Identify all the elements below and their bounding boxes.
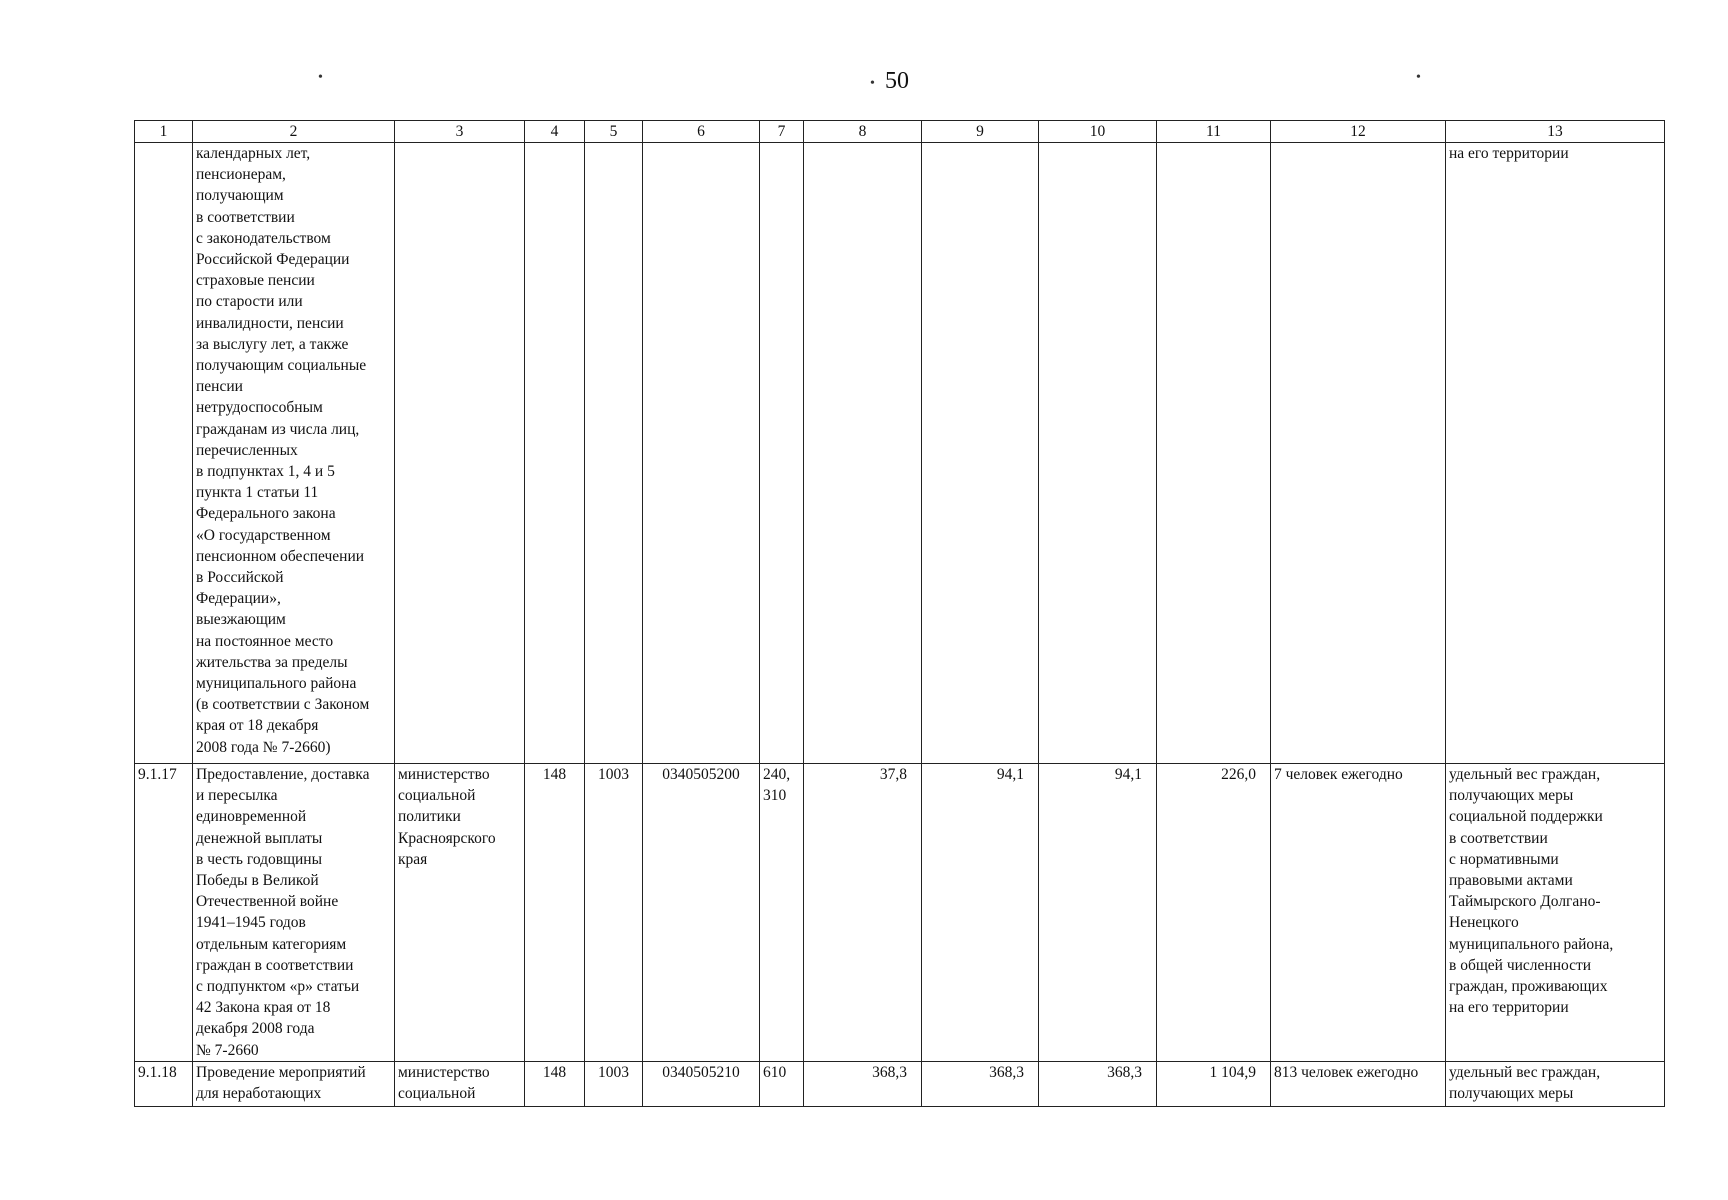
scan-dot: •: [318, 70, 323, 85]
cell-col8: [804, 143, 922, 764]
cell-col5: [585, 143, 643, 764]
cell-col4: 148: [525, 1062, 585, 1107]
column-number: 2: [193, 121, 395, 143]
cell-col12: 813 человек ежегодно: [1271, 1062, 1446, 1107]
cell-col8: 368,3: [804, 1062, 922, 1107]
cell-col9: 368,3: [922, 1062, 1039, 1107]
item-number: [135, 143, 193, 764]
cell-col10: 368,3: [1039, 1062, 1157, 1107]
cell-col11: 1 104,9: [1157, 1062, 1271, 1107]
scan-dot: •: [1416, 70, 1421, 85]
responsible-body: министерство социальной: [395, 1062, 525, 1107]
measure-description: календарных лет, пенсионерам, получающим в соответствии с законодательством Российской Федерации страховые пенсии по старости или инвалидности, пенсии за выслугу лет, а также получающим социальные пенсии нетрудоспособным гражданам из числа лиц, перечисленных в подпунктах 1, 4 и 5 пункта 1 статьи 11 Федерального закона «О государственном пенсионном обеспечении в Российской Федерации», выезжающим на постоянное место жительства за пределы муниципального района (в соответствии с Законом края от 18 декабря 2008 года № 7-2660): [193, 143, 395, 764]
column-number: 12: [1271, 121, 1446, 143]
cell-col12: [1271, 143, 1446, 764]
item-number: 9.1.18: [135, 1062, 193, 1107]
cell-col11: 226,0: [1157, 764, 1271, 1062]
column-number: 4: [525, 121, 585, 143]
table-row: [135, 143, 1665, 764]
page-number: 50: [885, 68, 909, 94]
cell-col10: 94,1: [1039, 764, 1157, 1062]
table-row: [135, 1062, 1665, 1107]
cell-col7: [760, 143, 804, 764]
column-number: 1: [135, 121, 193, 143]
column-number: 13: [1446, 121, 1665, 143]
cell-col6: [643, 143, 760, 764]
column-number: 11: [1157, 121, 1271, 143]
column-number: 9: [922, 121, 1039, 143]
cell-col8: 37,8: [804, 764, 922, 1062]
indicator-description: удельный вес граждан, получающих меры социальной поддержки в соответствии с нормативными правовыми актами Таймырского Долгано- Ненецкого муниципального района, в общей численности граждан, проживающих на его территории: [1446, 764, 1665, 1062]
cell-col10: [1039, 143, 1157, 764]
cell-col4: 148: [525, 764, 585, 1062]
budget-table: [134, 120, 1665, 1107]
responsible-body: [395, 143, 525, 764]
cell-col6: 0340505210: [643, 1062, 760, 1107]
column-number: 8: [804, 121, 922, 143]
column-number: 7: [760, 121, 804, 143]
cell-col7: 240, 310: [760, 764, 804, 1062]
item-number: 9.1.17: [135, 764, 193, 1062]
indicator-description: удельный вес граждан, получающих меры: [1446, 1062, 1665, 1107]
cell-col12: 7 человек ежегодно: [1271, 764, 1446, 1062]
responsible-body: министерство социальной политики Красноярского края: [395, 764, 525, 1062]
cell-col5: 1003: [585, 1062, 643, 1107]
cell-col9: 94,1: [922, 764, 1039, 1062]
measure-description: Проведение мероприятий для неработающих: [193, 1062, 395, 1107]
table-row: [135, 764, 1665, 1062]
indicator-description: на его территории: [1446, 143, 1665, 764]
cell-col4: [525, 143, 585, 764]
cell-col9: [922, 143, 1039, 764]
column-number: 5: [585, 121, 643, 143]
column-number: 3: [395, 121, 525, 143]
cell-col7: 610: [760, 1062, 804, 1107]
cell-col6: 0340505200: [643, 764, 760, 1062]
column-number-row: [135, 121, 1665, 143]
cell-col5: 1003: [585, 764, 643, 1062]
cell-col11: [1157, 143, 1271, 764]
measure-description: Предоставление, доставка и пересылка единовременной денежной выплаты в честь годовщины Победы в Великой Отечественной войне 1941–1945 годов отдельным категориям граждан в соответствии с подпунктом «р» статьи 42 Закона края от 18 декабря 2008 года № 7-2660: [193, 764, 395, 1062]
scan-dot: •: [870, 76, 875, 91]
column-number: 6: [643, 121, 760, 143]
column-number: 10: [1039, 121, 1157, 143]
